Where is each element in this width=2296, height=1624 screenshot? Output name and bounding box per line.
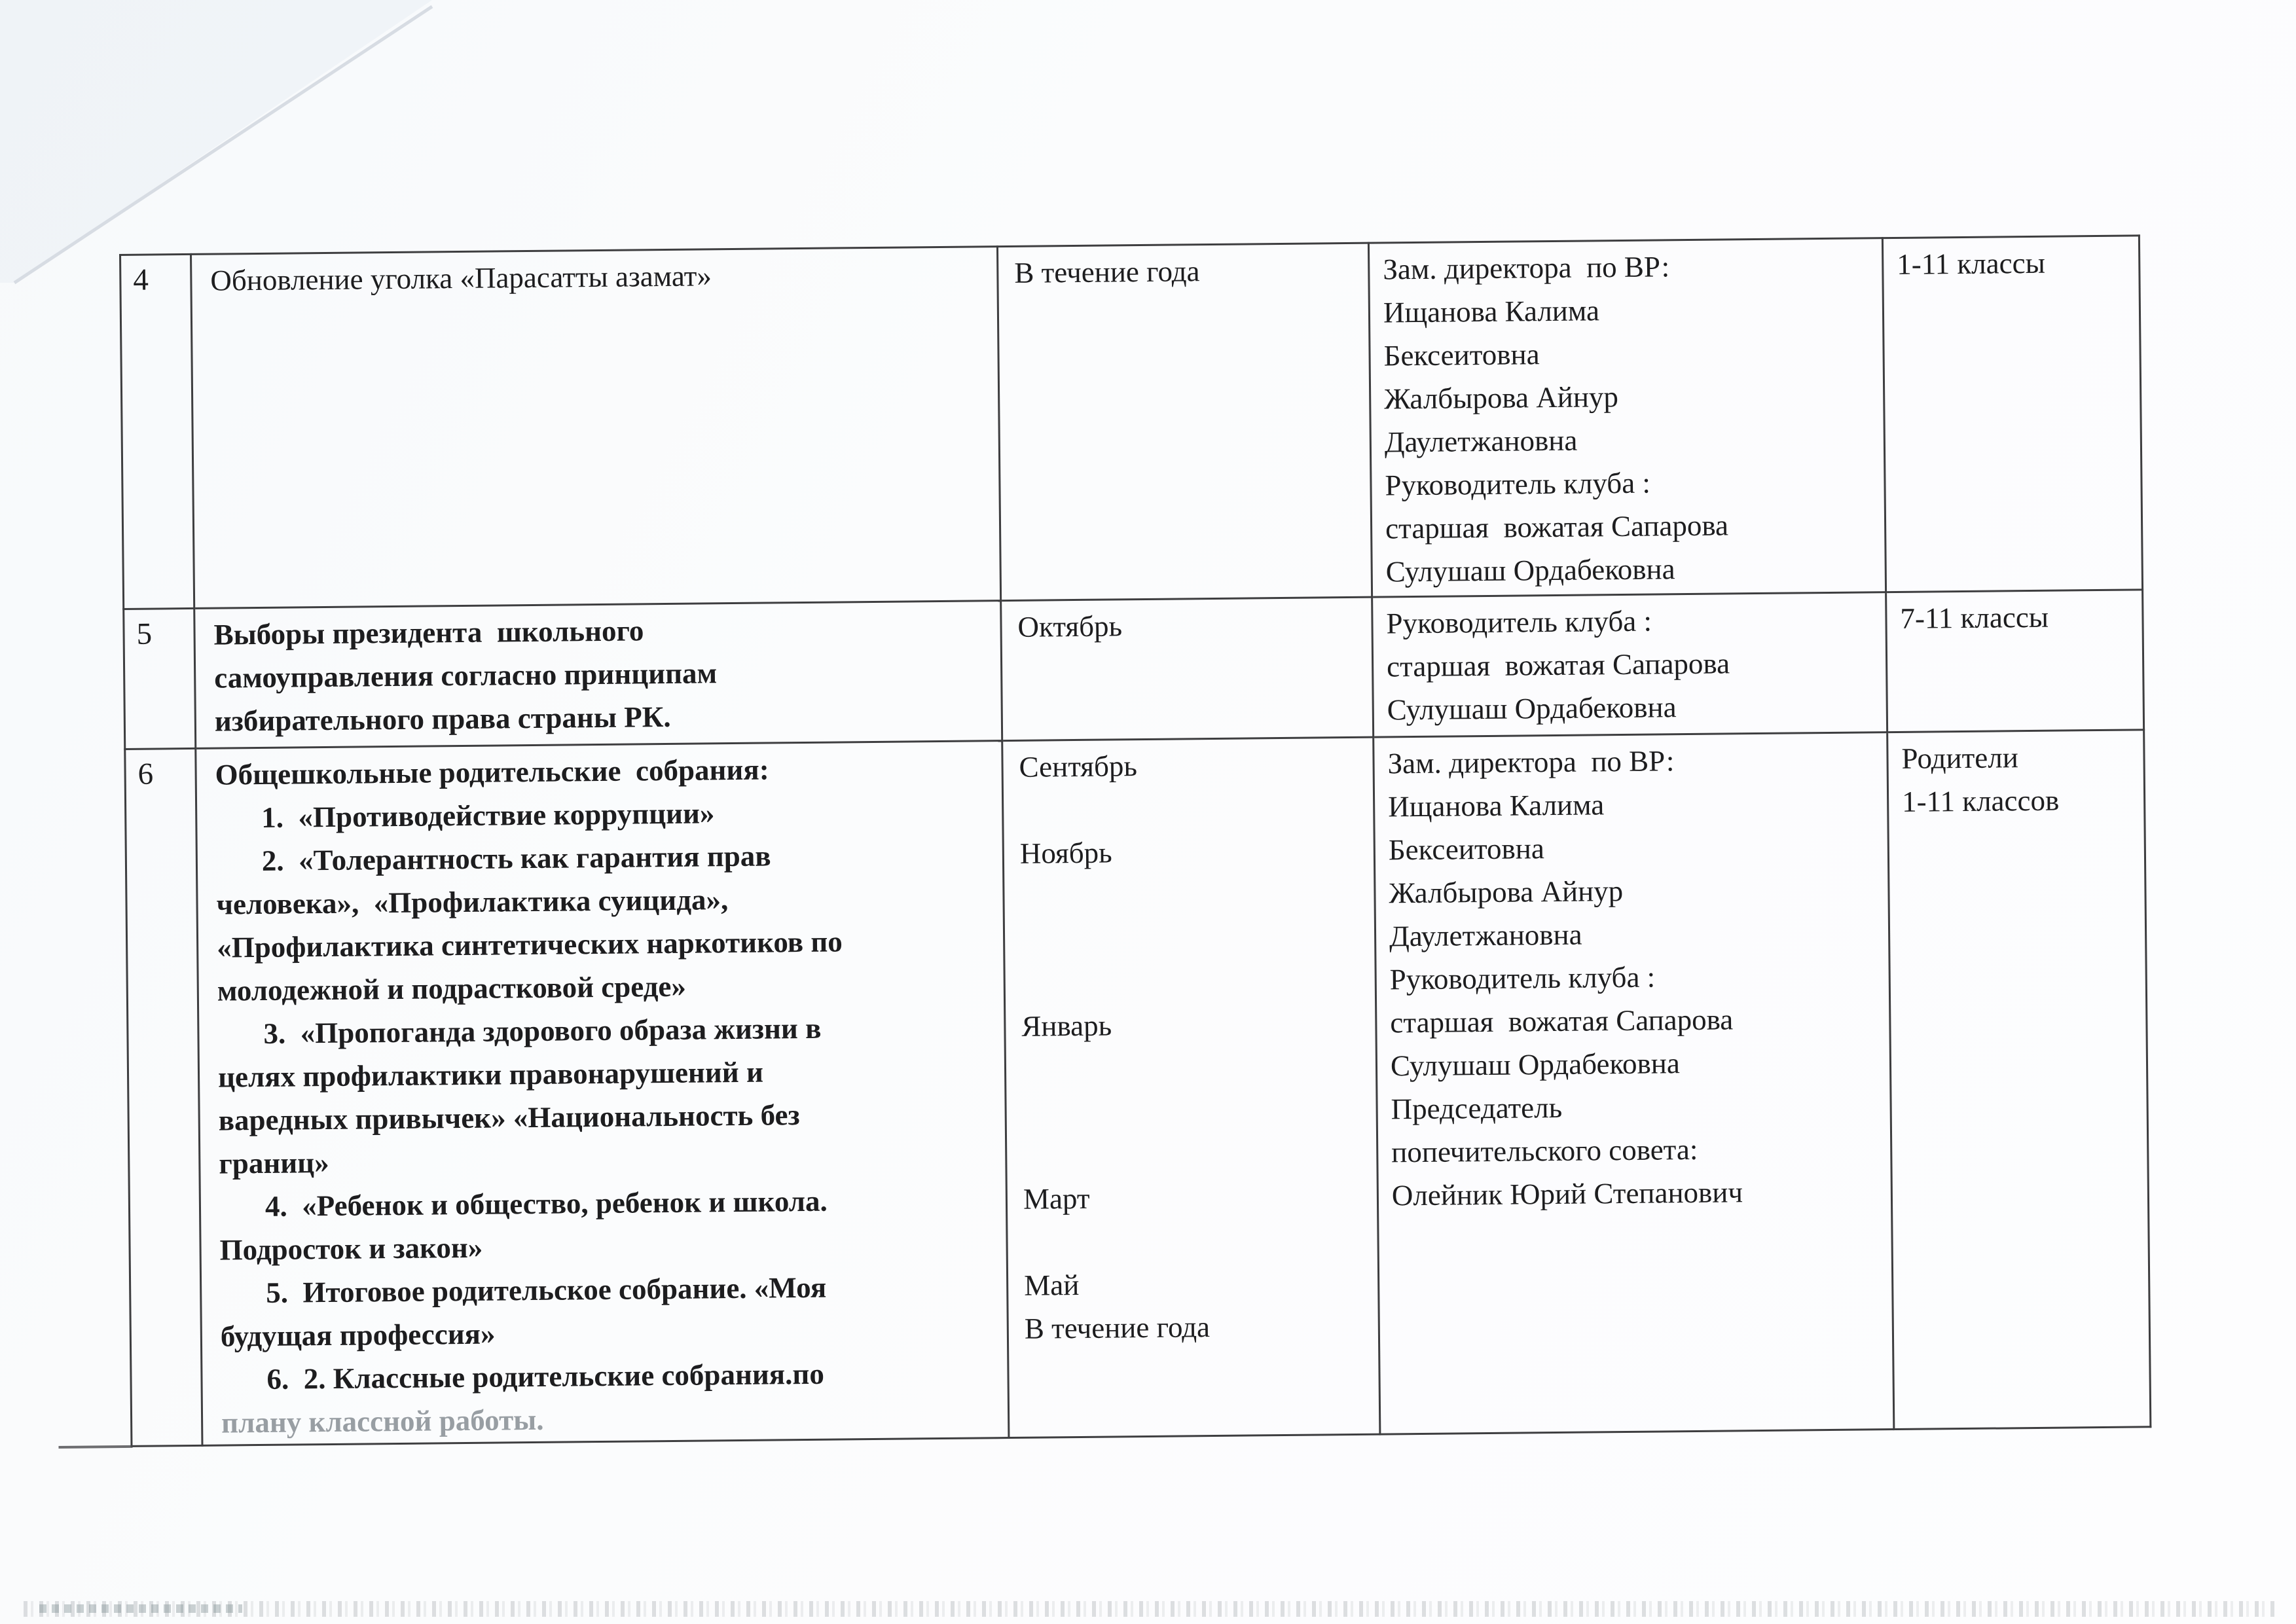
text-line: Январь (1021, 1009, 1112, 1043)
text-line: плану классной работы. (221, 1403, 544, 1439)
text-line: 4. «Ребенок и общество, ребенок и школа. (264, 1184, 828, 1223)
row-number-cell (120, 254, 194, 609)
text-line: Олейник Юрий Степанович (1391, 1176, 1743, 1212)
table-row (120, 236, 2143, 609)
text-line: 6. 2. Классные родительские собрания.по (266, 1357, 825, 1396)
text-line: 1-11 классы (1897, 246, 2046, 281)
responsible-cell (1368, 238, 1886, 598)
text-line: будущая профессия» (220, 1317, 496, 1353)
responsible-cell (1374, 732, 1894, 1434)
plan-table (119, 234, 2151, 1447)
text-line (1022, 1088, 1376, 1134)
text-line: попечительского совета: (1391, 1132, 1698, 1169)
responsible-cell (1372, 592, 1887, 738)
text-line: Зам. директора по ВР: (1387, 744, 1675, 780)
text-line: 1. «Противодействие коррупции» (261, 797, 715, 834)
text-line: старшая вожатая Сапарова (1386, 647, 1730, 683)
text-line: Общешкольные родительские собрания: (215, 753, 769, 791)
plan-table-wrapper (119, 234, 2151, 1447)
text-line: Выборы президента школьного (213, 614, 644, 651)
activity-cell (191, 247, 1001, 609)
text-line: 5. Итоговое родительское собрание. «Моя (266, 1271, 827, 1309)
text-line: Март (1023, 1182, 1090, 1216)
text-line (1020, 872, 1374, 918)
text-line: Ищанова Калима (1387, 788, 1605, 823)
text-line: Сулушаш Ордабековна (1387, 691, 1677, 727)
text-line: старшая вожатая Сапарова (1390, 1003, 1734, 1039)
text-line: Октябрь (1017, 609, 1123, 643)
text-line (1023, 1218, 1377, 1264)
text-line: человека», «Профилактика суицида», (216, 883, 729, 921)
text-line: Подросток и закон» (219, 1231, 483, 1267)
text-line: Бексеитовна (1383, 338, 1540, 372)
text-line: Даулетжановна (1389, 918, 1582, 953)
text-line (1019, 785, 1374, 832)
plan-table-body (120, 236, 2151, 1447)
text-line: Руководитель клуба : (1386, 604, 1652, 640)
table-row (125, 730, 2151, 1447)
text-line: молодежной и подрастковой среде» (217, 969, 687, 1007)
timing-cell (1001, 597, 1374, 740)
text-line: В течение года (1014, 255, 1200, 289)
scanner-noise-band (24, 1601, 2276, 1617)
text-line: Бексеитовна (1388, 832, 1545, 867)
audience-cell (1886, 590, 2144, 732)
text-line: В течение года (1024, 1310, 1211, 1345)
text-line: «Профилактика синтетических наркотиков по (216, 925, 843, 964)
row-number-cell (125, 748, 202, 1446)
text-line: самоуправления согласно принципам (213, 657, 718, 695)
text-line: Жалбырова Айнур (1383, 380, 1619, 416)
text-line: Сулушаш Ордабековна (1385, 552, 1675, 588)
text-line: Руководитель клуба : (1389, 960, 1656, 996)
text-line: Сулушаш Ордабековна (1390, 1047, 1681, 1083)
text-line: Ищанова Калима (1383, 294, 1600, 329)
timing-cell (997, 243, 1372, 600)
text-line: Родители (1901, 741, 2019, 775)
audience-cell (1882, 236, 2142, 592)
text-line: 7-11 классы (1900, 600, 2049, 635)
text-line: целях профилактики правонарушений и (217, 1055, 764, 1094)
text-line: Ноябрь (1019, 836, 1112, 870)
text-line (1021, 958, 1375, 1005)
text-line: избирательного права страны РК. (214, 700, 671, 738)
row-number-cell (124, 608, 196, 749)
text-line: Председатель (1391, 1091, 1563, 1126)
row-number: 6 (137, 757, 154, 791)
text-line: 1-11 классов (1901, 784, 2060, 818)
text-line: старшая вожатая Сапарова (1385, 509, 1729, 545)
activity-cell (196, 741, 1009, 1446)
text-line (1021, 915, 1375, 962)
activity-cell (194, 601, 1002, 749)
text-line: Сентябрь (1019, 749, 1138, 784)
text-line: варедных привычек» «Национальность без (218, 1098, 800, 1137)
text-line: Даулетжановна (1384, 424, 1578, 459)
row-number: 4 (133, 262, 149, 297)
text-line (1022, 1045, 1376, 1091)
text-line: Обновление уголка «Парасатты азамат» (210, 259, 712, 297)
text-line (1023, 1131, 1377, 1178)
text-line: Май (1023, 1268, 1080, 1302)
text-line: 3. «Пропоганда здорового образа жизни в (263, 1011, 822, 1050)
row-number: 5 (136, 617, 153, 651)
timing-cell (1002, 737, 1380, 1437)
text-line: Жалбырова Айнур (1389, 874, 1624, 910)
table-row (124, 590, 2144, 749)
text-line: границ» (219, 1146, 329, 1180)
text-line: 2. «Толерантность как гарантия прав (261, 839, 771, 877)
audience-cell (1887, 730, 2151, 1430)
text-line: Руководитель клуба : (1385, 466, 1651, 502)
text-line: Зам. директора по ВР: (1383, 250, 1670, 286)
